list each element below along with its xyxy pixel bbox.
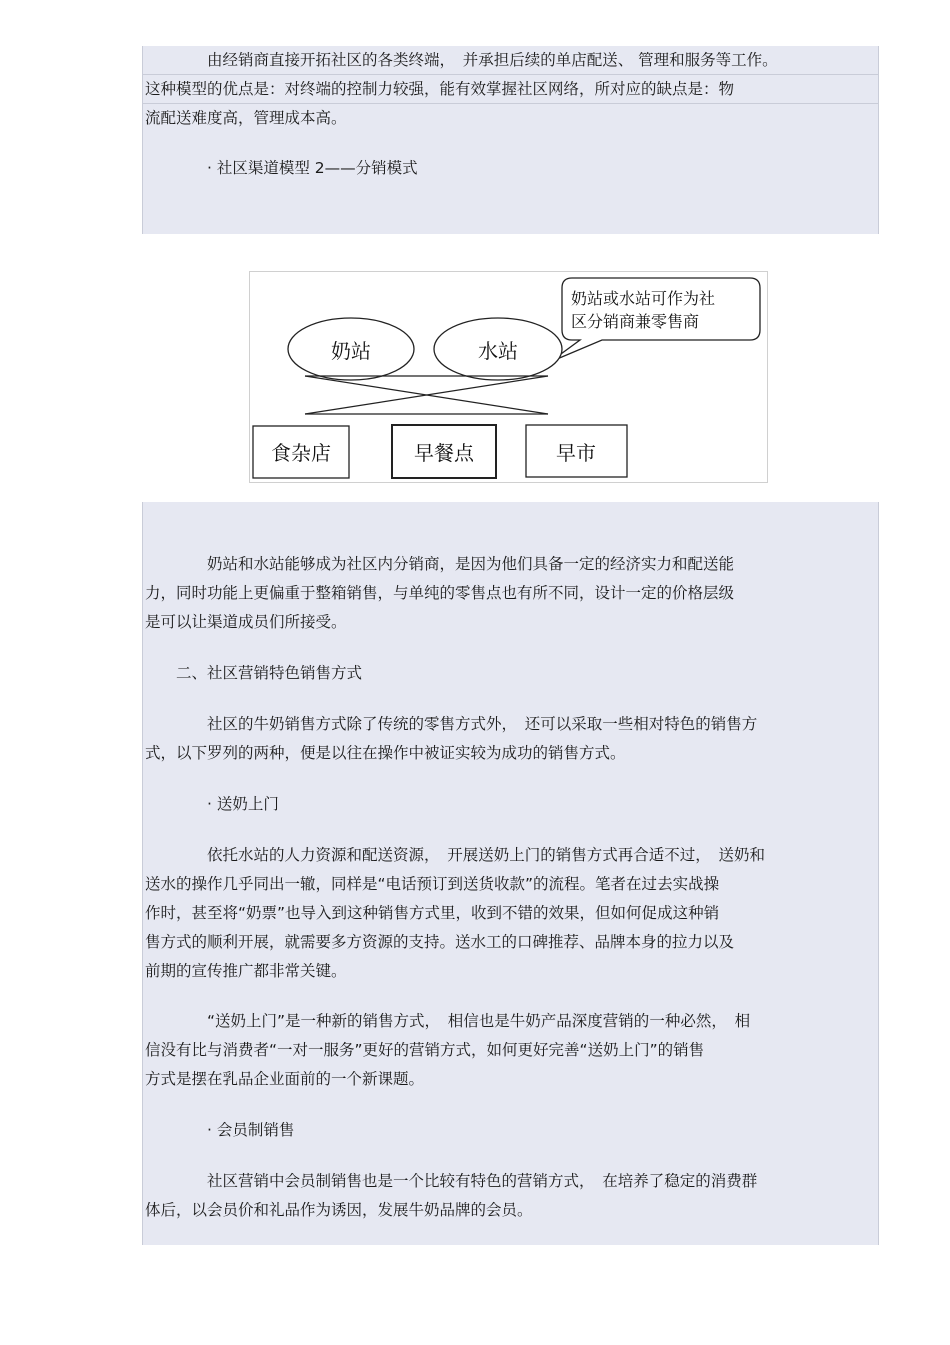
paragraph-line: 力，同时功能上更偏重于整箱销售，与单纯的零售点也有所不同，设计一定的价格层级 [145, 584, 735, 602]
paragraph-line: “送奶上门”是一种新的销售方式， 相信也是牛奶产品深度营销的一种必然， 相 [145, 1012, 751, 1030]
cross-connectors [305, 376, 548, 414]
milk-station-label: 奶站 [331, 339, 371, 363]
bottom-text-panel [142, 502, 879, 1245]
paragraph-line: 信没有比与消费者“一对一服务”更好的营销方式，如何更好完善“送奶上门”的销售 [145, 1041, 705, 1059]
water-station-label: 水站 [478, 339, 518, 363]
paragraph-line: 方式是摆在乳品企业面前的一个新课题。 [145, 1070, 425, 1088]
section-heading: 二、社区营销特色销售方式 [145, 664, 363, 682]
breakfast-label: 早餐点 [414, 441, 474, 465]
bullet-delivery: · 送奶上门 [145, 795, 279, 813]
paragraph-line: 售方式的顺利开展，就需要多方资源的支持。送水工的口碑推荐、品牌本身的拉力以及 [145, 933, 735, 951]
paragraph-line: 依托水站的人力资源和配送资源， 开展送奶上门的销售方式再合适不过， 送奶和 [145, 846, 766, 864]
distribution-diagram [249, 271, 768, 483]
morning-market-label: 早市 [556, 441, 596, 465]
bullet-model-2: · 社区渠道模型 2——分销模式 [145, 159, 418, 177]
paragraph-line: 是可以让渠道成员们所接受。 [145, 613, 347, 631]
paragraph-line: 流配送难度高，管理成本高。 [145, 109, 347, 127]
row-separator [143, 103, 878, 104]
row-separator [143, 74, 878, 75]
grocery-label: 食杂店 [271, 441, 331, 465]
paragraph-line: 式，以下罗列的两种，便是以往在操作中被证实较为成功的销售方式。 [145, 744, 626, 762]
paragraph-line: 前期的宣传推广都非常关键。 [145, 962, 347, 980]
callout-line-2: 区分销商兼零售商 [571, 312, 700, 331]
top-text-panel [142, 46, 879, 234]
paragraph-line: 送水的操作几乎同出一辙，同样是“电话预订到送货收款”的流程。笔者在过去实战操 [145, 875, 720, 893]
paragraph-line: 体后，以会员价和礼品作为诱因，发展牛奶品牌的会员。 [145, 1201, 533, 1219]
paragraph-line: 社区的牛奶销售方式除了传统的零售方式外， 还可以采取一些相对特色的销售方 [145, 715, 758, 733]
bullet-membership: · 会员制销售 [145, 1121, 295, 1139]
paragraph-line: 作时，甚至将“奶票”也导入到这种销售方式里，收到不错的效果，但如何促成这种销 [145, 904, 720, 922]
paragraph-line: 由经销商直接开拓社区的各类终端， 并承担后续的单店配送、 管理和服务等工作。 [145, 51, 778, 69]
paragraph-line: 这种模型的优点是：对终端的控制力较强，能有效掌握社区网络，所对应的缺点是：物 [145, 80, 735, 98]
paragraph-line: 奶站和水站能够成为社区内分销商，是因为他们具备一定的经济实力和配送能 [145, 555, 735, 573]
callout-line-1: 奶站或水站可作为社 [571, 289, 716, 308]
paragraph-line: 社区营销中会员制销售也是一个比较有特色的营销方式， 在培养了稳定的消费群 [145, 1172, 758, 1190]
